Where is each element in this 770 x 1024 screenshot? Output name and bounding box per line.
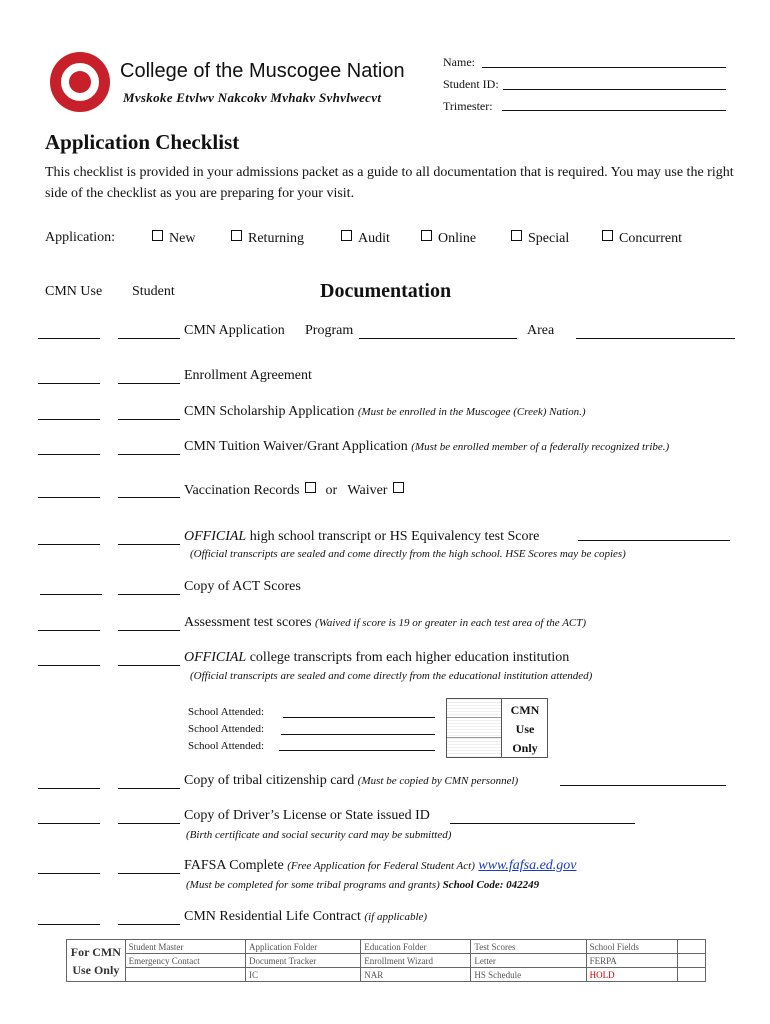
college-name-native: Mvskoke Etvlwv Nakcokv Mvhakv Svhvlwecvt [123, 90, 382, 105]
cmn-use-only-label: CMN Use Only [510, 703, 540, 755]
table-cell[interactable]: Enrollment Wizard [361, 954, 471, 968]
table-cell[interactable]: NAR [361, 968, 471, 982]
name-field[interactable] [482, 67, 726, 68]
scholarship-note: (Must be enrolled in the Muscogee (Creek) Nation.) [357, 406, 586, 418]
option-online[interactable]: Online [421, 230, 476, 247]
cmn-blank[interactable] [38, 338, 100, 339]
table-cell[interactable]: Emergency Contact [125, 954, 245, 968]
table-cell[interactable]: Letter [471, 954, 586, 968]
area-label: Area [527, 323, 555, 338]
student-blank[interactable] [118, 419, 180, 420]
cmn-blank[interactable] [38, 497, 100, 498]
cmn-use-only-box [446, 698, 548, 758]
checkbox-icon[interactable] [341, 230, 352, 241]
school-code: School Code: 042249 [442, 879, 540, 891]
column-documentation: Documentation [320, 280, 452, 302]
table-cell[interactable] [678, 940, 706, 954]
college-seal [50, 52, 110, 112]
item-vaccination: Vaccination Records or Waiver [184, 482, 410, 499]
student-blank[interactable] [118, 383, 180, 384]
table-cell[interactable]: HS Schedule [471, 968, 586, 982]
student-blank[interactable] [118, 338, 180, 339]
student-blank[interactable] [118, 924, 180, 925]
student-blank[interactable] [118, 497, 180, 498]
cmn-office-table [66, 939, 706, 982]
page-title: Application Checklist [45, 130, 240, 154]
vaccination-checkbox[interactable] [305, 482, 316, 493]
fafsa-link[interactable]: www.fafsa.ed.gov [478, 858, 577, 873]
assessment-note: (Waived if score is 19 or greater in each test area of the ACT) [315, 617, 587, 629]
name-label: Name: [443, 55, 475, 69]
school-attended-2-field[interactable] [281, 734, 435, 735]
table-cell[interactable]: Application Folder [246, 940, 361, 954]
trimester-field[interactable] [502, 110, 726, 111]
option-new[interactable]: New [152, 230, 195, 247]
tribal-note: (Must be copied by CMN personnel) [357, 775, 519, 787]
cmn-blank[interactable] [38, 823, 100, 824]
table-cell[interactable]: School Fields [586, 940, 678, 954]
fafsa-note: (Free Application for Federal Student Act) [287, 860, 475, 872]
student-blank[interactable] [118, 594, 180, 595]
item-residential-contract: CMN Residential Life Contract (if applicable) [184, 909, 428, 924]
student-blank[interactable] [118, 630, 180, 631]
application-label: Application: [45, 230, 115, 245]
area-field[interactable] [576, 338, 735, 339]
item-tuition-waiver: CMN Tuition Waiver/Grant Application (Must be enrolled member of a federally recognized tribe.) [184, 439, 670, 454]
table-cell[interactable] [125, 968, 245, 982]
seal-emblem [69, 71, 91, 93]
residential-note: (if applicable) [364, 911, 428, 923]
program-field[interactable] [359, 338, 517, 339]
checkbox-icon[interactable] [602, 230, 613, 241]
hse-score-field[interactable] [578, 540, 730, 541]
student-blank[interactable] [118, 788, 180, 789]
table-cell[interactable] [678, 954, 706, 968]
checkbox-icon[interactable] [511, 230, 522, 241]
hs-transcript-note: (Official transcripts are sealed and come directly from the high school. HSE Scores may be copies) [190, 548, 626, 560]
school-attended-3-field[interactable] [279, 750, 435, 751]
option-special[interactable]: Special [511, 230, 569, 247]
column-cmn-use: CMN Use [45, 284, 103, 299]
cmn-blank[interactable] [38, 665, 100, 666]
cmn-blank[interactable] [38, 873, 100, 874]
cmn-blank[interactable] [38, 383, 100, 384]
fafsa-note-2: (Must be completed for some tribal programs and grants) School Code: 042249 [186, 879, 540, 891]
item-college-transcripts: OFFICIAL college transcripts from each higher education institution [184, 650, 570, 665]
student-blank[interactable] [118, 823, 180, 824]
program-label: Program [305, 323, 354, 338]
column-student: Student [132, 284, 175, 299]
student-id-field[interactable] [503, 89, 726, 90]
table-cell[interactable] [678, 968, 706, 982]
student-blank[interactable] [118, 873, 180, 874]
item-act-scores: Copy of ACT Scores [184, 579, 301, 594]
option-concurrent[interactable]: Concurrent [602, 230, 682, 247]
item-enrollment-agreement: Enrollment Agreement [184, 368, 312, 383]
item-assessment: Assessment test scores (Waived if score is 19 or greater in each test area of the ACT) [184, 615, 587, 630]
school-attended-2-label: School Attended: [188, 723, 265, 735]
table-cell[interactable]: Document Tracker [246, 954, 361, 968]
checkbox-icon[interactable] [231, 230, 242, 241]
license-field[interactable] [450, 823, 635, 824]
item-hs-transcript: OFFICIAL high school transcript or HS Equivalency test Score [184, 529, 540, 544]
option-audit[interactable]: Audit [341, 230, 390, 247]
student-blank[interactable] [118, 454, 180, 455]
hold-cell[interactable]: HOLD [586, 968, 678, 982]
student-blank[interactable] [118, 544, 180, 545]
seal-inner-ring [60, 62, 100, 102]
option-returning[interactable]: Returning [231, 230, 304, 247]
cmn-blank[interactable] [38, 788, 100, 789]
license-note: (Birth certificate and social security card may be submitted) [186, 829, 452, 841]
trimester-label: Trimester: [443, 99, 493, 113]
cmn-blank[interactable] [38, 544, 100, 545]
college-transcripts-note: (Official transcripts are sealed and come directly from the educational institution attended) [190, 670, 593, 682]
table-cell[interactable]: Test Scores [471, 940, 586, 954]
intro-text: This checklist is provided in your admissions packet as a guide to all documentation that is required. You may use the right side of the checklist as you are preparing for your visit. [45, 165, 734, 201]
school-attended-1-label: School Attended: [188, 706, 265, 718]
school-attended-1-field[interactable] [283, 717, 435, 718]
cmn-blank[interactable] [38, 419, 100, 420]
table-cell[interactable]: Education Folder [361, 940, 471, 954]
item-fafsa: FAFSA Complete (Free Application for Federal Student Act) www.fafsa.ed.gov [184, 858, 577, 873]
item-drivers-license: Copy of Driver’s License or State issued ID [184, 808, 430, 823]
school-attended-3-label: School Attended: [188, 740, 265, 752]
checkbox-icon[interactable] [152, 230, 163, 241]
cmn-shaded-area [447, 699, 502, 757]
cmn-blank[interactable] [38, 630, 100, 631]
waiver-checkbox[interactable] [393, 482, 404, 493]
cmn-blank[interactable] [38, 454, 100, 455]
college-name: College of the Muscogee Nation [120, 60, 405, 82]
item-scholarship: CMN Scholarship Application (Must be enrolled in the Muscogee (Creek) Nation.) [184, 404, 586, 419]
tuition-note: (Must be enrolled member of a federally recognized tribe.) [411, 441, 670, 453]
checkbox-icon[interactable] [421, 230, 432, 241]
cmn-blank[interactable] [40, 594, 102, 595]
for-cmn-use-only-label: For CMN Use Only [67, 940, 126, 982]
table-cell[interactable]: Student Master [125, 940, 245, 954]
item-cmn-application: CMN Application [184, 323, 285, 338]
cmn-blank[interactable] [38, 924, 100, 925]
student-blank[interactable] [118, 665, 180, 666]
tribal-card-field[interactable] [560, 785, 726, 786]
table-cell[interactable]: IC [246, 968, 361, 982]
item-tribal-card: Copy of tribal citizenship card (Must be copied by CMN personnel) [184, 773, 519, 788]
table-cell[interactable]: FERPA [586, 954, 678, 968]
student-id-label: Student ID: [443, 77, 499, 91]
